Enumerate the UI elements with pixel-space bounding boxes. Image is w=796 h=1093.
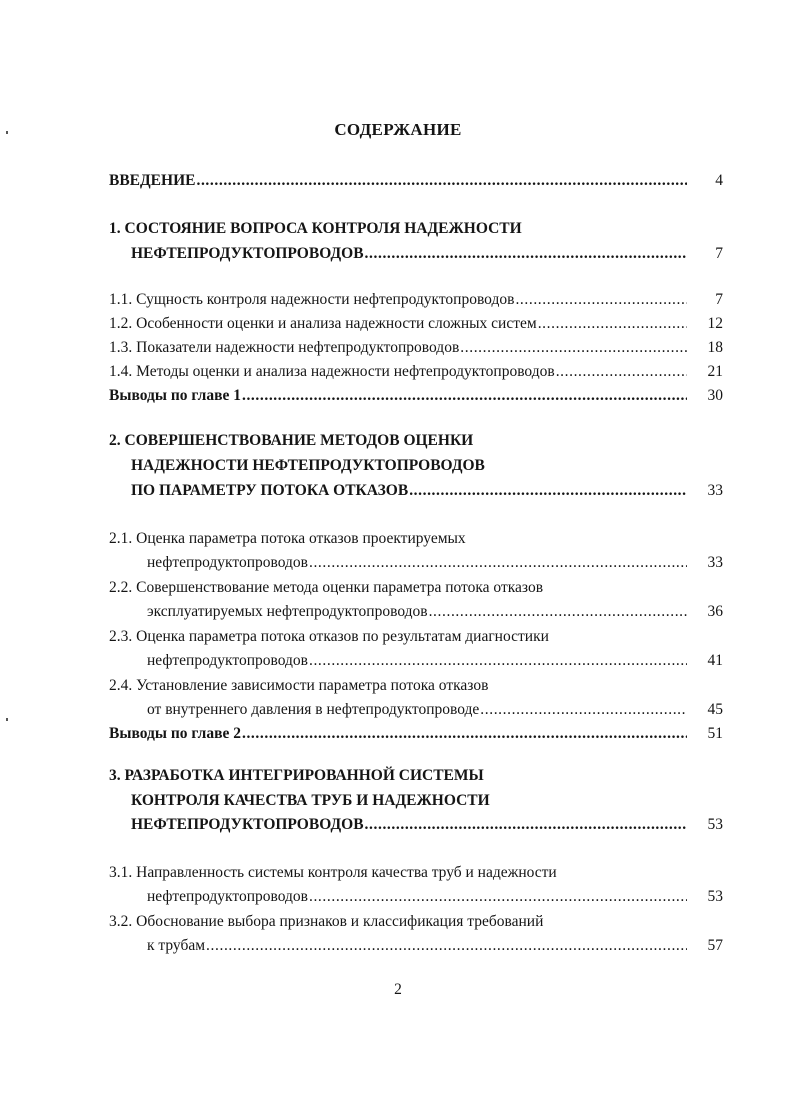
- section-2-4-title-line-1: 2.4. Установление зависимости параметра потока отказов: [109, 677, 489, 694]
- toc-entry-label: нефтепродуктопроводов: [147, 554, 308, 571]
- toc-entry-section-1-4[interactable]: [109, 361, 723, 383]
- toc-page-number: 33: [707, 554, 723, 571]
- section-3-2-title-line-1: 3.2. Обоснование выбора признаков и классификация требований: [109, 913, 544, 930]
- toc-entry-label: нефтепродуктопроводов: [147, 888, 308, 905]
- toc-entry-label: НЕФТЕПРОДУКТОПРОВОДОВ: [131, 245, 364, 262]
- toc-entry-label: ВВЕДЕНИЕ: [109, 172, 196, 189]
- toc-entry-label: 1.1. Сущность контроля надежности нефтепродуктопроводов: [109, 291, 515, 308]
- toc-entry-chapter-3[interactable]: [131, 814, 723, 836]
- toc-page-number: 45: [707, 701, 723, 718]
- dot-leader: [460, 337, 687, 359]
- dot-leader: [429, 601, 687, 623]
- toc-entry-label: нефтепродуктопроводов: [147, 652, 308, 669]
- toc-page-number: 18: [707, 339, 723, 356]
- toc-heading: СОДЕРЖАНИЕ: [334, 120, 462, 139]
- dot-leader: [409, 480, 687, 502]
- chapter-2-title-line-2: НАДЕЖНОСТИ НЕФТЕПРОДУКТОПРОВОДОВ: [131, 457, 485, 474]
- toc-entry-label: Выводы по главе 2: [109, 725, 241, 742]
- toc-entry-section-1-2[interactable]: [109, 313, 723, 335]
- toc-entry-label: НЕФТЕПРОДУКТОПРОВОДОВ: [131, 816, 364, 833]
- dot-leader: [515, 289, 687, 311]
- toc-page-number: 57: [707, 937, 723, 954]
- toc-entry-conclusions-1[interactable]: [109, 385, 723, 407]
- section-2-3-title-line-1: 2.3. Оценка параметра потока отказов по результатам диагностики: [109, 628, 549, 645]
- toc-entry-label: ПО ПАРАМЕТРУ ПОТОКА ОТКАЗОВ: [131, 482, 409, 499]
- dot-leader: [538, 313, 687, 335]
- dot-leader: [242, 723, 687, 745]
- chapter-1-title-line-1: 1. СОСТОЯНИЕ ВОПРОСА КОНТРОЛЯ НАДЕЖНОСТИ: [109, 220, 522, 237]
- toc-entry-label: к трубам: [147, 937, 206, 954]
- page-number: 2: [394, 981, 402, 998]
- toc-entry-section-2-2[interactable]: [147, 601, 723, 623]
- section-3-1-title-line-1: 3.1. Направленность системы контроля качества труб и надежности: [109, 864, 557, 881]
- toc-entry-conclusions-2[interactable]: [109, 723, 723, 745]
- toc-page-number: 30: [707, 387, 723, 404]
- toc-entry-intro[interactable]: [109, 170, 723, 192]
- toc-page-number: 51: [707, 725, 723, 742]
- chapter-3-title-line-2: КОНТРОЛЯ КАЧЕСТВА ТРУБ И НАДЕЖНОСТИ: [131, 792, 490, 809]
- toc-page-number: 36: [707, 603, 723, 620]
- toc-entry-section-3-1[interactable]: [147, 886, 723, 908]
- toc-entry-section-1-3[interactable]: [109, 337, 723, 359]
- toc-entry-section-3-2[interactable]: [147, 935, 723, 957]
- toc-entry-section-2-1[interactable]: [147, 552, 723, 574]
- toc-page-number: 53: [707, 816, 723, 833]
- dot-leader: [242, 385, 687, 407]
- dot-leader: [206, 935, 687, 957]
- toc-entry-label: 1.2. Особенности оценки и анализа надежности сложных систем: [109, 315, 537, 332]
- dot-leader: [556, 361, 687, 383]
- toc-entry-chapter-2[interactable]: [131, 480, 723, 502]
- toc-entry-section-2-4[interactable]: [147, 699, 723, 721]
- toc-entry-label: эксплуатируемых нефтепродуктопроводов: [147, 603, 428, 620]
- dot-leader: [309, 886, 687, 908]
- toc-entry-section-2-3[interactable]: [147, 650, 723, 672]
- section-2-2-title-line-1: 2.2. Совершенствование метода оценки параметра потока отказов: [109, 579, 544, 596]
- chapter-2-title-line-1: 2. СОВЕРШЕНСТВОВАНИЕ МЕТОДОВ ОЦЕНКИ: [109, 432, 474, 449]
- toc-page-number: 33: [707, 482, 723, 499]
- toc-entry-label: 1.3. Показатели надежности нефтепродуктопроводов: [109, 339, 460, 356]
- dot-leader: [365, 814, 687, 836]
- toc-page-number: 21: [707, 363, 723, 380]
- dot-leader: [365, 243, 687, 265]
- toc-page-number: 7: [715, 245, 723, 262]
- dot-leader: [196, 170, 687, 192]
- toc-entry-label: от внутреннего давления в нефтепродуктопроводе: [147, 701, 480, 718]
- dot-leader: [309, 650, 687, 672]
- toc-entry-section-1-1[interactable]: [109, 289, 723, 311]
- toc-page-number: 53: [707, 888, 723, 905]
- section-2-1-title-line-1: 2.1. Оценка параметра потока отказов проектируемых: [109, 530, 466, 547]
- dot-leader: [309, 552, 687, 574]
- toc-entry-chapter-1[interactable]: [131, 243, 723, 265]
- toc-page-number: 4: [715, 172, 723, 189]
- chapter-3-title-line-1: 3. РАЗРАБОТКА ИНТЕГРИРОВАННОЙ СИСТЕМЫ: [109, 767, 484, 784]
- toc-page-number: 7: [715, 291, 723, 308]
- toc-page-number: 41: [707, 652, 723, 669]
- toc-page-number: 12: [707, 315, 723, 332]
- scan-speck: [6, 718, 8, 721]
- toc-entry-label: Выводы по главе 1: [109, 387, 241, 404]
- dot-leader: [480, 699, 687, 721]
- toc-entry-label: 1.4. Методы оценки и анализа надежности нефтепродуктопроводов: [109, 363, 555, 380]
